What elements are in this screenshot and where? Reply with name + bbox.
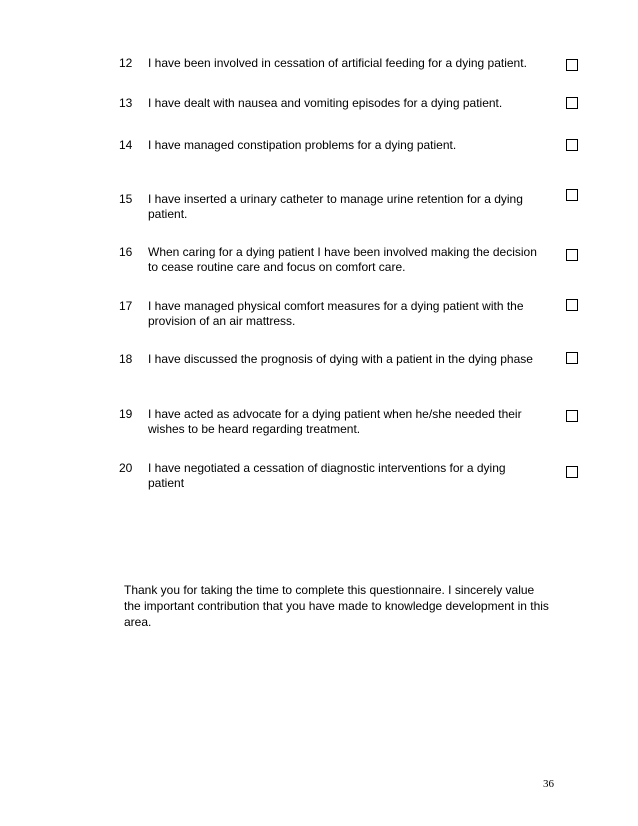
response-checkbox[interactable] — [566, 189, 578, 201]
response-checkbox[interactable] — [566, 139, 578, 151]
item-statement: I have been involved in cessation of artificial feeding for a dying patient. — [148, 56, 527, 70]
item-number: 19 — [119, 407, 133, 421]
item-number: 16 — [119, 245, 133, 259]
item-statement: I have dealt with nausea and vomiting episodes for a dying patient. — [148, 96, 503, 110]
item-statement: I have managed constipation problems for a dying patient. — [148, 138, 457, 152]
response-checkbox[interactable] — [566, 249, 578, 261]
item-number: 15 — [119, 192, 133, 206]
item-number: 13 — [119, 96, 133, 110]
closing-note: Thank you for taking the time to complete this questionnaire. I sincerely value the important contribution that you have made to knowledge development in this area. — [124, 583, 549, 629]
page-number: 36 — [543, 778, 554, 790]
item-number: 12 — [119, 56, 133, 70]
item-statement: When caring for a dying patient I have been involved making the decision to cease routine care and focus on comfort care. — [148, 245, 537, 274]
response-checkbox[interactable] — [566, 466, 578, 478]
item-number: 20 — [119, 461, 133, 475]
item-statement: I have managed physical comfort measures for a dying patient with the provision of an air mattress. — [148, 299, 524, 328]
response-checkbox[interactable] — [566, 59, 578, 71]
item-number: 18 — [119, 352, 133, 366]
response-checkbox[interactable] — [566, 97, 578, 109]
item-number: 17 — [119, 299, 133, 313]
response-checkbox[interactable] — [566, 299, 578, 311]
item-statement: I have discussed the prognosis of dying with a patient in the dying phase — [148, 352, 533, 366]
item-statement: I have acted as advocate for a dying patient when he/she needed their wishes to be heard regarding treatment. — [148, 407, 522, 436]
item-number: 14 — [119, 138, 133, 152]
item-statement: I have inserted a urinary catheter to manage urine retention for a dying patient. — [148, 192, 523, 221]
item-statement: I have negotiated a cessation of diagnostic interventions for a dying patient — [148, 461, 506, 490]
response-checkbox[interactable] — [566, 352, 578, 364]
response-checkbox[interactable] — [566, 410, 578, 422]
